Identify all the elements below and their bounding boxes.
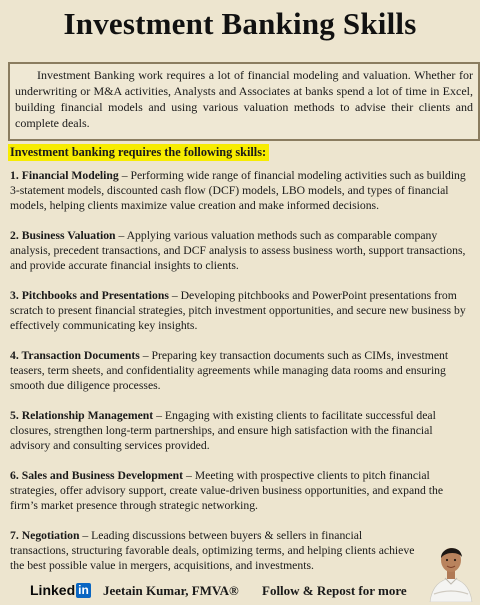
skill-item [10,228,472,273]
skill-title: 6. Sales and Business Development [10,469,184,482]
skill-item [10,468,472,513]
skill-item [10,168,472,213]
skill-text: – Meeting with prospective clients to pitch financial strategies, offer advisory support, create value-driven business opportunities, and expand the firm’s market presence through strategic networking. [10,469,444,512]
linkedin-in-icon: in [78,583,89,597]
author-photo-icon [428,538,474,602]
skill-item [10,408,472,453]
skill-item [10,348,472,393]
skill-title: 3. Pitchbooks and Presentations [10,289,169,302]
skill-title: 5. Relationship Management [10,409,154,422]
skill-text: – Engaging with existing clients to facilitate successful deal closures, strengthen long-term partnerships, and ensure high satisfaction with the financial advisory and consulting services provided. [10,409,436,452]
intro-box [8,62,480,141]
author-name: Jeetain Kumar, FMVA® [103,583,239,598]
skill-text: – Leading discussions between buyers & sellers in financial transactions, structuring favorable deals, optimizing terms, and helping clients achieve the best possible value in mergers, acquisitions, and investments. [10,529,415,572]
intro-text: Investment Banking work requires a lot of financial modeling and valuation. Whether for underwriting or M&A activities, Analysts and Associates at banks spend a lot of time in Excel, building financial models and using various valuation methods to advise their clients and complete deals. [15,68,473,130]
skill-text: – Applying various valuation methods such as comparable company analysis, precedent transactions, and DCF analysis to assess business worth, support transactions, and provide accurate financial insights to clients. [10,229,466,272]
linkedin-wordmark: Linked [30,582,76,598]
skill-item [10,288,472,333]
skill-title: 7. Negotiation [10,529,80,542]
footer [0,580,480,602]
skill-item [10,528,420,573]
skill-title: 1. Financial Modeling [10,169,119,182]
follow-cta: Follow & Repost for more [262,583,407,598]
skill-text: – Preparing key transaction documents such as CIMs, investment teasers, term sheets, and confidentiality agreements while managing data rooms and ensuring smooth due diligence processes. [10,349,449,392]
page-title: Investment Banking Skills [63,6,417,41]
linkedin-logo[interactable] [30,582,91,598]
skill-text: – Developing pitchbooks and PowerPoint presentations from scratch to present financial strategies, pitch investment opportunities, and secure new business by effectively communicating key insights. [10,289,466,332]
skills-heading: Investment banking requires the following skills: [8,144,269,161]
skill-title: 2. Business Valuation [10,229,116,242]
skill-text: – Performing wide range of financial modeling activities such as building 3-statement models, discounted cash flow (DCF) models, LBO models, and types of financial models, helping clients maximize value creation and make informed decisions. [10,169,466,212]
skill-title: 4. Transaction Documents [10,349,140,362]
